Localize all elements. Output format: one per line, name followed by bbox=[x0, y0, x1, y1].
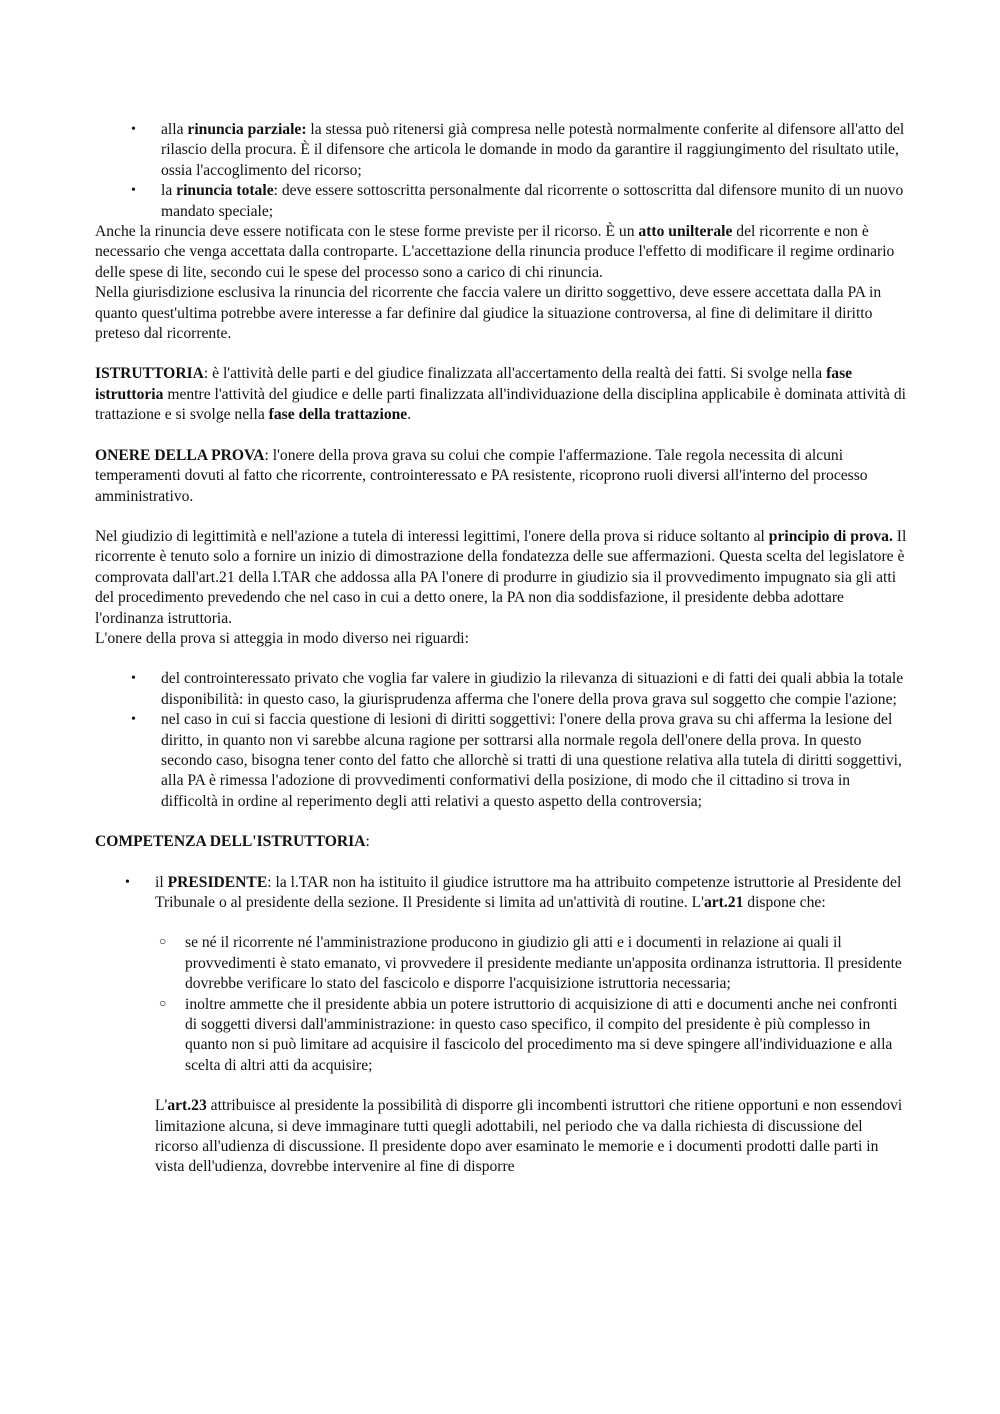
bullet-icon: • bbox=[125, 874, 130, 890]
competenza-list bbox=[95, 873, 907, 914]
rinuncia-list bbox=[95, 120, 907, 222]
paragraph-art23: L'art.23 attribuisce al presidente la possibilità di disporre gli incombenti istruttori che ritiene opportuni e non essendovi limitazione alcuna, si deve immaginare tutti quegli adottabili, nel periodo che va dalla richiesta di discussione del ricorso all'udienza di discussione. Il presidente dopo aver esaminato le memorie e i documenti prodotti dalle parti in vista dell'udienza, dovrebbe intervenire al fine di disporre bbox=[155, 1097, 903, 1176]
circle-bullet-icon: ○ bbox=[159, 995, 167, 1010]
list-item: ○ se né il ricorrente né l'amministrazione producono in giudizio gli atti e i documenti in relazione ai quali il provvedimenti è stato emanato, vi provvedere il presidente mediante un'apposita ordinanza istruttoria. Il presidente dovrebbe verificare lo stato del fascicolo e disporre l'acquisizione istruttoria necessaria; bbox=[95, 933, 907, 994]
list-item: • nel caso in cui si faccia questione di lesioni di diritti soggettivi: l'onere della prova grava su chi afferma la lesione del diritto, in quanto non vi sarebbe alcuna ragione per sottrarsi alla normale regola dell'onere della prova. In questo secondo caso, bisogna tener conto del fatto che allorchè si tratti di una questione relativa alla tutela di diritti soggettivi, alla PA è rimessa l'adozione di provvedimenti conformativi della posizione, di modo che il cittadino si trova in difficoltà in ordine al reperimento degli atti relativi a questo aspetto della controversia; bbox=[131, 711, 902, 810]
heading-competenza: COMPETENZA DELL'ISTRUTTORIA: bbox=[95, 833, 370, 851]
circle-bullet-icon: ○ bbox=[159, 934, 167, 949]
list-item: ○ inoltre ammette che il presidente abbia un potere istruttorio di acquisizione di atti e documenti anche nei confronti di soggetti diversi dall'amministrazione: in questo caso specifico, il compito del presidente è più complesso in quanto non si può limitare ad acquisire il fascicolo del procedimento ma si deve spingere all'individuazione e alla scelta di altri atti da acquisire; bbox=[95, 995, 907, 1077]
art21-sublist bbox=[95, 933, 907, 1076]
document-page bbox=[95, 120, 907, 1178]
paragraph-giudizio: Nel giudizio di legittimità e nell'azione a tutela di interessi legittimi, l'onere della prova si riduce soltanto al principio di prova. Il ricorrente è tenuto solo a fornire un inizio di dimostrazione della fondatezza delle sue affermazioni. Questa scelta del legislatore è comprovata dall'art.21 della l.TAR che addossa alla PA l'onere di produrre in giudizio sia il provvedimento impugnato sia gli atti del procedimento prevedendo che nel caso in cui a detto onere, la PA non dia soddisfazione, il presidente debba adottare l'ordinanza istruttoria. bbox=[95, 527, 907, 627]
paragraph-rinuncia-notifica: Anche la rinuncia deve essere notificata con le stese forme previste per il ricorso. È un atto unilterale del ricorrente e non è necessario che venga accettata dalla controparte. L'accettazione della rinuncia produce l'effetto di modificare il regime ordinario delle spese di lite, secondo cui le spese del processo sono a carico di chi rinuncia. bbox=[95, 223, 895, 281]
bullet-icon: • bbox=[131, 122, 136, 137]
onere-list bbox=[95, 669, 907, 812]
bullet-icon: • bbox=[131, 671, 136, 687]
list-item: • alla rinuncia parziale: la stessa può ritenersi già compresa nelle potestà normalmente conferite al difensore all'atto del rilascio della procura. È il difensore che articola le domande in modo da garantire il raggiungimento del risultato utile, ossia l'accoglimento del ricorso; bbox=[131, 121, 905, 179]
list-item: • del controinteressato privato che voglia far valere in giudizio la rilevanza di situazioni e di fatti dei quali abbia la totale disponibilità: in questo caso, la giurisprudenza afferma che l'onere della prova grava sul soggetto che compie l'azione; bbox=[131, 670, 904, 708]
paragraph-onere: ONERE DELLA PROVA: l'onere della prova grava su colui che compie l'affermazione. Tale regola necessita di alcuni temperamenti dovuti al fatto che ricorrente, controinteressato e PA resistente, ricoprono ruoli diversi all'interno del processo amministrativo. bbox=[95, 446, 868, 505]
bullet-icon: • bbox=[131, 712, 136, 728]
bullet-icon: • bbox=[131, 183, 136, 199]
list-item: • il PRESIDENTE: la l.TAR non ha istituito il giudice istruttore ma ha attribuito competenze istruttorie al Presidente del Tribunale o al presidente della sezione. Il Presidente si limita ad un'attività di routine. L'art.21 dispone che: bbox=[125, 873, 902, 911]
paragraph-giurisdizione: Nella giurisdizione esclusiva la rinuncia del ricorrente che faccia valere un diritto soggettivo, deve essere accettata dalla PA in quanto quest'ultima potrebbe avere interesse a far definire dal giudice la situazione controversa, al fine di delimitare il diritto preteso dal ricorrente. bbox=[95, 284, 882, 343]
paragraph-istruttoria: ISTRUTTORIA: è l'attività delle parti e del giudice finalizzata all'accertamento della realtà dei fatti. Si svolge nella fase istruttoria mentre l'attività del giudice e delle parti finalizzata all'individuazione della disciplina applicabile è dominata attività di trattazione e si svolge nella fase della trattazione. bbox=[95, 365, 906, 424]
list-item: • la rinuncia totale: deve essere sottoscritta personalmente dal ricorrente o sottoscritta dal difensore munito di un nuovo mandato speciale; bbox=[131, 182, 904, 220]
paragraph-onere-atteggia: L'onere della prova si atteggia in modo diverso nei riguardi: bbox=[95, 629, 469, 647]
